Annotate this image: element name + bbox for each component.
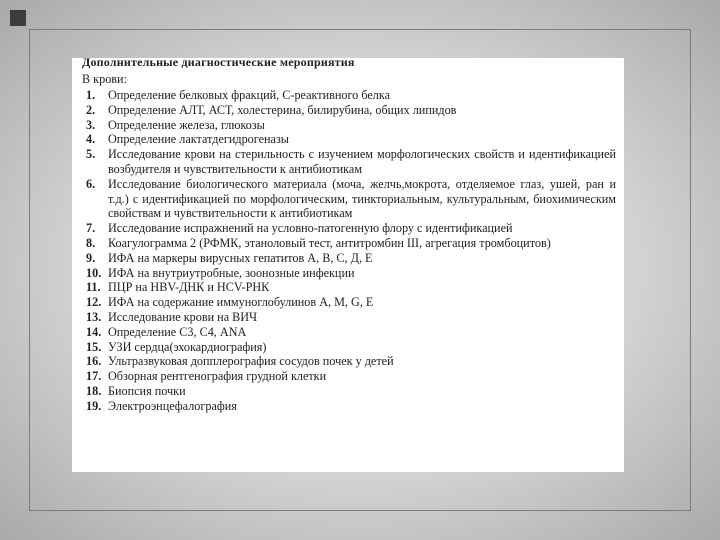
item-number: 9. [86,250,96,265]
list-item [82,340,616,355]
item-number: 7. [86,221,96,236]
list-item [82,147,616,177]
item-text: Биопсия почки [108,383,186,398]
item-text: Исследование крови на ВИЧ [108,309,258,324]
list-item [82,399,616,414]
item-text: ИФА на содержание иммуноглобулинов А, М, G, E [108,295,374,310]
item-number: 5. [86,147,96,162]
list-item [82,221,616,236]
item-text: УЗИ сердца(эхокардиография) [108,339,267,354]
list-item [82,310,616,325]
list-item [82,236,616,251]
list-item [82,177,616,221]
item-text: Коагулограмма 2 (РФМК, этаноловый тест, антитромбин III, агрегация тромбоцитов) [108,235,551,250]
item-number: 3. [86,117,96,132]
slide-heading: Дополнительные диагностические мероприятия [82,55,355,69]
item-number: 6. [86,176,96,191]
diagnostics-list [82,88,616,414]
item-number: 19. [86,398,102,413]
item-number: 8. [86,235,96,250]
item-text: Исследование испражнений на условно-патогенную флору с идентификацией [108,221,513,236]
item-text: ИФА на внутриутробные, зоонозные инфекции [108,265,355,280]
list-item [82,103,616,118]
item-number: 16. [86,354,102,369]
item-number: 15. [86,339,102,354]
item-number: 17. [86,369,102,384]
slide-content [72,55,624,472]
intro-text: В крови: [82,72,127,86]
list-item [82,369,616,384]
item-number: 13. [86,309,102,324]
item-number: 10. [86,265,102,280]
item-number: 12. [86,295,102,310]
item-number: 18. [86,383,102,398]
list-item [82,325,616,340]
list-item [82,266,616,281]
item-text: Исследование крови на стерильность с изучением морфологических свойств и идентификацией возбудителя и чувствительности к антибиотикам [108,147,616,176]
item-text: Обзорная рентгенография грудной клетки [108,369,327,384]
list-item [82,354,616,369]
item-number: 2. [86,102,96,117]
item-text: Определение белковых фракций, С-реактивного белка [108,88,391,102]
item-text: ПЦР на HBV-ДНК и HCV-РНК [108,280,270,295]
list-item [82,88,616,103]
item-number: 14. [86,324,102,339]
item-text: Определение АЛТ, АСТ, холестерина, билирубина, общих липидов [108,102,457,117]
item-number: 4. [86,132,96,147]
list-item [82,132,616,147]
item-number: 1. [86,88,96,102]
item-text: Определение С3, С4, ANA [108,324,247,339]
list-item [82,251,616,266]
item-text: ИФА на маркеры вирусных гепатитов А, В, С, Д, Е [108,250,373,265]
list-item [82,384,616,399]
list-item [82,118,616,133]
corner-square [10,10,26,26]
list-item [82,280,616,295]
item-number: 11. [86,280,101,295]
item-text: Электроэнцефалография [108,398,237,413]
item-text: Ультразвуковая допплерография сосудов почек у детей [108,354,394,369]
item-text: Определение лактатдегидрогеназы [108,132,289,147]
item-text: Определение железа, глюкозы [108,117,265,132]
list-item [82,295,616,310]
item-text: Исследование биологического материала (моча, желчь,мокрота, отделяемое глаз, ушей, ран и т.д.) с идентификацией по морфологическим, тинкториальным, культуральным, биохимическим свойствам и чувствительности к антибиотикам [108,176,616,221]
